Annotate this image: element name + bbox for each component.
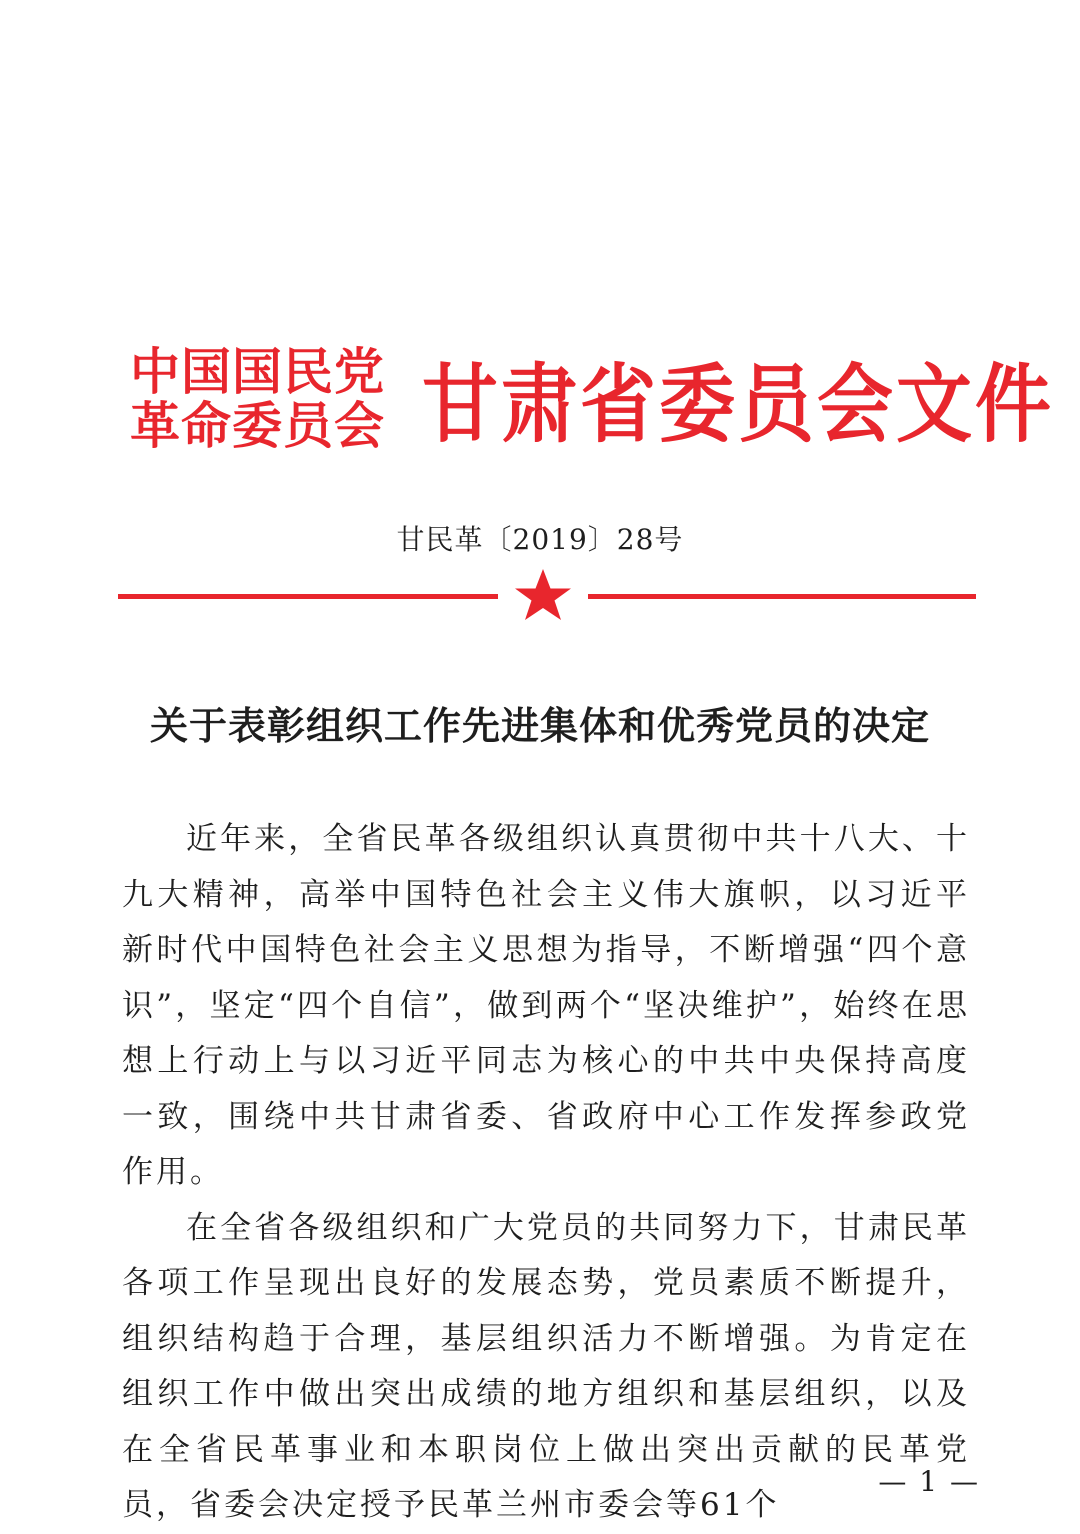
divider-line-left <box>118 594 498 599</box>
divider-line-right <box>588 594 976 599</box>
document-number: 甘民革〔2019〕28号 <box>396 523 684 556</box>
body-paragraph: 在全省各级组织和广大党员的共同努力下，甘肃民革各项工作呈现出良好的发展态势，党员素质不断提升，组织结构趋于合理，基层组织活力不断增强。为肯定在组织工作中做出突出成绩的地方组织和基层组织，以及在全省民革事业和本职岗位上做出突出贡献的民革党员，省委会决定授予民革兰州市委会等61个 <box>122 1209 970 1523</box>
page-number: — 1 — <box>878 1465 980 1498</box>
document-masthead <box>130 343 1054 455</box>
issuing-organization-name <box>130 345 410 453</box>
body-paragraph: 近年来，全省民革各级组织认真贯彻中共十八大、十九大精神，高举中国特色社会主义伟大旗帜，以习近平新时代中国特色社会主义思想为指导，不断增强“四个意识”，坚定“四个自信”，做到两个“坚决维护”，始终在思想上行动上与以习近平同志为核心的中共中央保持高度一致，围绕中共甘肃省委、省政府中心工作发挥参政党作用。 <box>122 821 970 1190</box>
document-title: 关于表彰组织工作先进集体和优秀党员的决定 <box>149 703 930 748</box>
document-body <box>122 812 970 1534</box>
star-icon <box>515 569 571 620</box>
org-name-line-1: 中国国民党 <box>130 343 385 401</box>
document-type-title: 甘肃省委员会文件 <box>422 354 1054 455</box>
org-name-line-2: 革命委员会 <box>130 397 385 455</box>
red-divider-with-star <box>118 565 978 625</box>
